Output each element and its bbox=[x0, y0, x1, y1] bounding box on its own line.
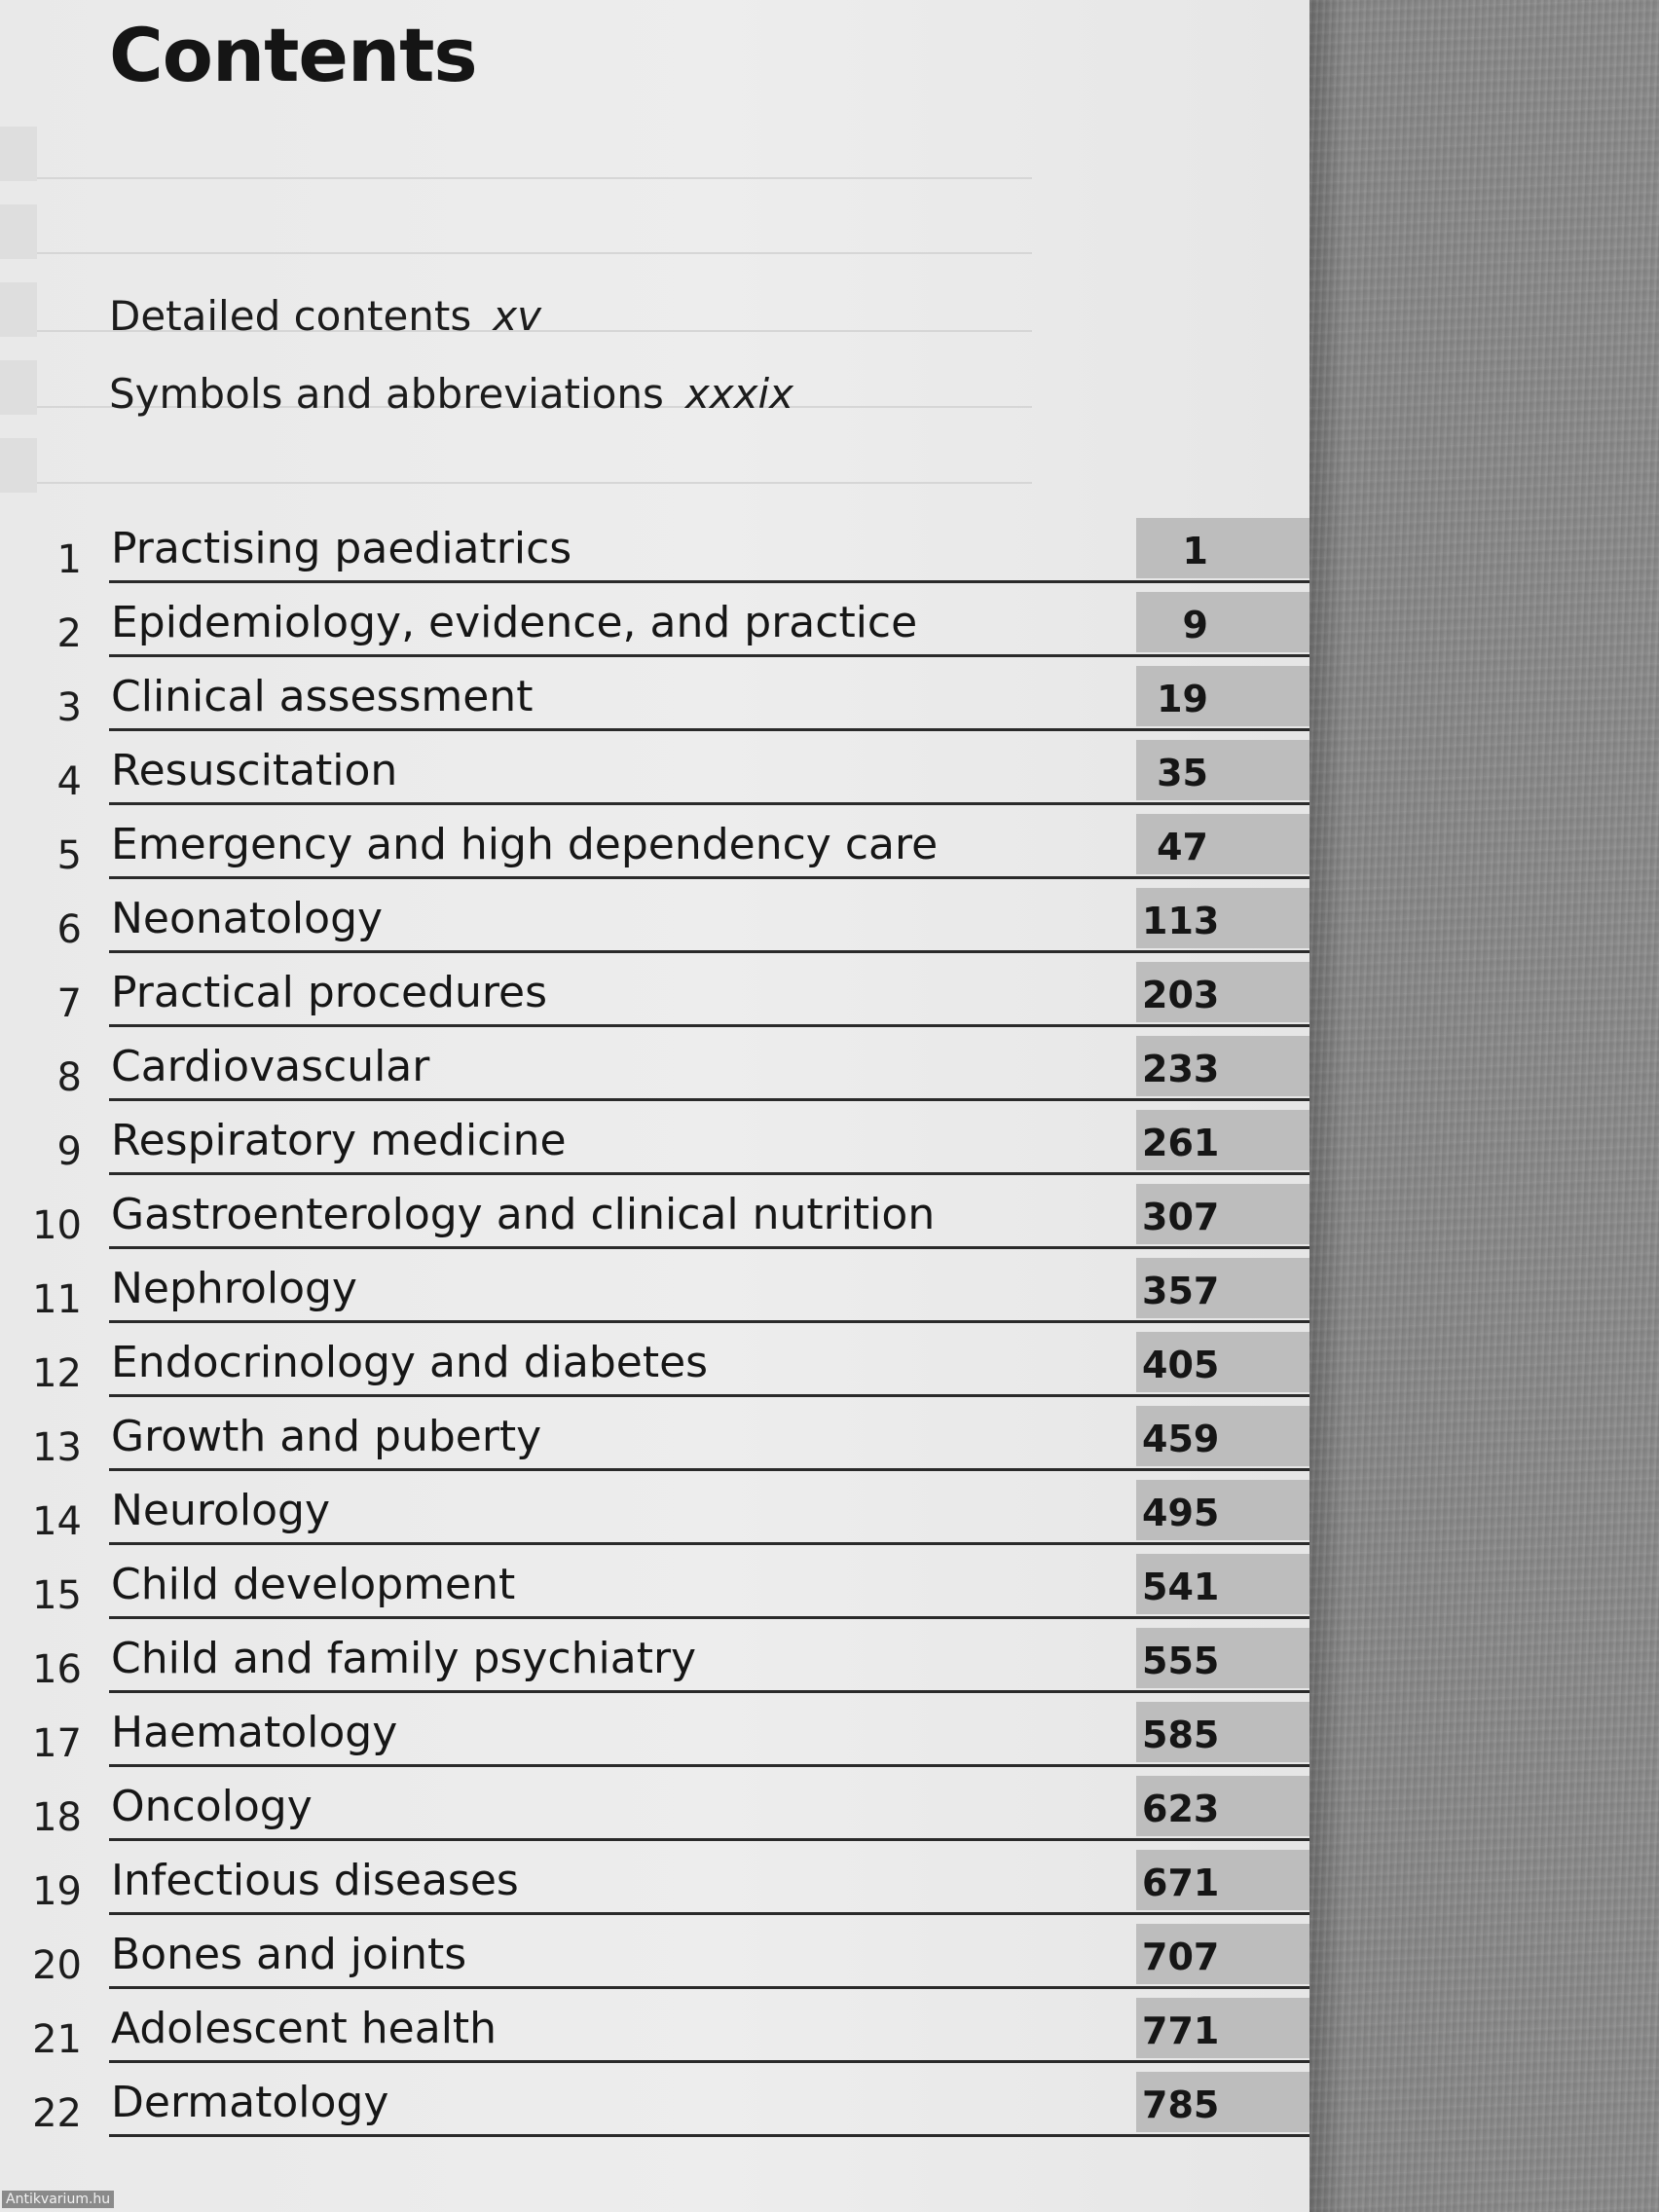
chapter-page: 19 bbox=[1157, 678, 1208, 720]
chapter-page: 357 bbox=[1142, 1270, 1220, 1312]
row-rule bbox=[109, 1616, 1309, 1619]
page-number-box bbox=[1136, 1332, 1309, 1392]
row-rule bbox=[109, 1764, 1309, 1767]
chapter-title: Child development bbox=[111, 1560, 516, 1609]
page-number-box bbox=[1136, 1998, 1309, 2058]
chapter-page: 35 bbox=[1157, 752, 1208, 794]
chapter-number: 19 bbox=[32, 1869, 82, 1914]
chapter-page: 495 bbox=[1142, 1492, 1220, 1534]
chapter-page: 113 bbox=[1142, 900, 1220, 942]
chapter-page: 1 bbox=[1182, 530, 1208, 572]
chapter-title: Practical procedures bbox=[111, 968, 548, 1017]
chapter-title: Respiratory medicine bbox=[111, 1116, 567, 1165]
chapter-page: 585 bbox=[1142, 1714, 1220, 1756]
chapter-page: 555 bbox=[1142, 1640, 1220, 1682]
chapter-row bbox=[0, 1472, 1309, 1546]
row-rule bbox=[109, 654, 1309, 657]
chapter-number: 5 bbox=[56, 833, 82, 878]
chapter-title: Resuscitation bbox=[111, 746, 398, 795]
row-rule bbox=[109, 1394, 1309, 1397]
chapter-title: Haematology bbox=[111, 1708, 398, 1757]
chapter-row bbox=[0, 1916, 1309, 1990]
chapter-number: 14 bbox=[32, 1499, 82, 1544]
row-rule bbox=[109, 1690, 1309, 1693]
row-rule bbox=[109, 728, 1309, 731]
page-number-box bbox=[1136, 888, 1309, 948]
chapter-title: Neonatology bbox=[111, 894, 384, 943]
chapter-number: 3 bbox=[56, 685, 82, 730]
chapter-title: Adolescent health bbox=[111, 2004, 498, 2053]
chapter-page: 707 bbox=[1142, 1936, 1220, 1978]
row-rule bbox=[109, 2060, 1309, 2063]
chapter-number: 1 bbox=[56, 537, 82, 582]
chapter-page: 203 bbox=[1142, 974, 1220, 1016]
page-number-box bbox=[1136, 1850, 1309, 1910]
chapter-title: Emergency and high dependency care bbox=[111, 820, 939, 869]
watermark: Antikvarium.hu bbox=[2, 2191, 114, 2208]
chapter-page: 9 bbox=[1182, 604, 1208, 646]
chapter-title: Dermatology bbox=[111, 2078, 389, 2127]
front-matter-item bbox=[109, 292, 541, 340]
page-number-box bbox=[1136, 1554, 1309, 1614]
chapter-row bbox=[0, 510, 1309, 584]
chapter-number: 10 bbox=[32, 1203, 82, 1248]
chapter-title: Oncology bbox=[111, 1782, 313, 1831]
chapter-list bbox=[0, 510, 1309, 2138]
row-rule bbox=[109, 1912, 1309, 1915]
front-matter-page: xxxix bbox=[684, 370, 793, 418]
chapter-title: Gastroenterology and clinical nutrition bbox=[111, 1190, 936, 1239]
chapter-row bbox=[0, 1546, 1309, 1620]
row-rule bbox=[109, 1542, 1309, 1545]
chapter-row bbox=[0, 1324, 1309, 1398]
chapter-title: Clinical assessment bbox=[111, 672, 534, 721]
chapter-number: 15 bbox=[32, 1573, 82, 1618]
chapter-row bbox=[0, 806, 1309, 880]
chapter-row bbox=[0, 954, 1309, 1028]
chapter-page: 47 bbox=[1157, 826, 1208, 868]
chapter-page: 785 bbox=[1142, 2083, 1220, 2126]
page-number-box bbox=[1136, 1258, 1309, 1318]
chapter-row bbox=[0, 1990, 1309, 2064]
chapter-row bbox=[0, 1028, 1309, 1102]
chapter-number: 8 bbox=[56, 1055, 82, 1100]
row-rule bbox=[109, 1320, 1309, 1323]
row-rule bbox=[109, 802, 1309, 805]
page-number-box bbox=[1136, 1480, 1309, 1540]
chapter-row bbox=[0, 1620, 1309, 1694]
page-number-box bbox=[1136, 1110, 1309, 1170]
chapter-title: Cardiovascular bbox=[111, 1042, 430, 1091]
page-number-box bbox=[1136, 962, 1309, 1022]
chapter-page: 623 bbox=[1142, 1788, 1220, 1830]
chapter-row bbox=[0, 1842, 1309, 1916]
chapter-number: 17 bbox=[32, 1721, 82, 1766]
chapter-row bbox=[0, 1102, 1309, 1176]
page-number-box bbox=[1136, 1702, 1309, 1762]
front-matter-page: xv bbox=[493, 292, 541, 340]
chapter-number: 7 bbox=[56, 981, 82, 1026]
front-matter-label: Detailed contents bbox=[109, 292, 472, 340]
chapter-number: 18 bbox=[32, 1795, 82, 1840]
page-number-box bbox=[1136, 518, 1309, 578]
row-rule bbox=[109, 1468, 1309, 1471]
page-number-box bbox=[1136, 592, 1309, 652]
row-rule bbox=[109, 2134, 1309, 2137]
chapter-number: 22 bbox=[32, 2091, 82, 2136]
page-number-box bbox=[1136, 1628, 1309, 1688]
chapter-number: 4 bbox=[56, 759, 82, 804]
row-rule bbox=[109, 1172, 1309, 1175]
chapter-title: Nephrology bbox=[111, 1264, 357, 1313]
chapter-row bbox=[0, 732, 1309, 806]
chapter-page: 541 bbox=[1142, 1566, 1220, 1608]
chapter-row bbox=[0, 2064, 1309, 2138]
chapter-page: 233 bbox=[1142, 1048, 1220, 1090]
chapter-row bbox=[0, 584, 1309, 658]
chapter-number: 13 bbox=[32, 1425, 82, 1470]
chapter-number: 9 bbox=[56, 1129, 82, 1174]
row-rule bbox=[109, 1024, 1309, 1027]
page-number-box bbox=[1136, 1036, 1309, 1096]
chapter-row bbox=[0, 1694, 1309, 1768]
chapter-row bbox=[0, 1250, 1309, 1324]
chapter-row bbox=[0, 1176, 1309, 1250]
page-number-box bbox=[1136, 740, 1309, 800]
page-number-box bbox=[1136, 814, 1309, 874]
chapter-number: 11 bbox=[32, 1277, 82, 1322]
chapter-row bbox=[0, 1398, 1309, 1472]
chapter-title: Infectious diseases bbox=[111, 1856, 519, 1905]
chapter-page: 671 bbox=[1142, 1862, 1220, 1904]
row-rule bbox=[109, 950, 1309, 953]
page-number-box bbox=[1136, 1924, 1309, 1984]
chapter-row bbox=[0, 658, 1309, 732]
chapter-title: Growth and puberty bbox=[111, 1412, 542, 1461]
chapter-page: 261 bbox=[1142, 1122, 1220, 1164]
row-rule bbox=[109, 876, 1309, 879]
chapter-number: 20 bbox=[32, 1943, 82, 1988]
row-rule bbox=[109, 1246, 1309, 1249]
background-surface bbox=[1309, 0, 1659, 2212]
chapter-number: 21 bbox=[32, 2017, 82, 2062]
chapter-number: 2 bbox=[56, 611, 82, 656]
chapter-row bbox=[0, 1768, 1309, 1842]
chapter-page: 405 bbox=[1142, 1344, 1220, 1386]
chapter-title: Child and family psychiatry bbox=[111, 1634, 697, 1683]
chapter-title: Epidemiology, evidence, and practice bbox=[111, 598, 918, 647]
page-number-box bbox=[1136, 1406, 1309, 1466]
page-number-box bbox=[1136, 1776, 1309, 1836]
chapter-title: Neurology bbox=[111, 1486, 331, 1535]
chapter-page: 771 bbox=[1142, 2009, 1220, 2052]
front-matter-item bbox=[109, 370, 793, 418]
row-rule bbox=[109, 1098, 1309, 1101]
row-rule bbox=[109, 1986, 1309, 1989]
chapter-title: Endocrinology and diabetes bbox=[111, 1338, 709, 1387]
chapter-page: 459 bbox=[1142, 1418, 1220, 1460]
chapter-number: 6 bbox=[56, 907, 82, 952]
front-matter-label: Symbols and abbreviations bbox=[109, 370, 664, 418]
page-title: Contents bbox=[109, 12, 477, 98]
row-rule bbox=[109, 1838, 1309, 1841]
row-rule bbox=[109, 580, 1309, 583]
chapter-number: 16 bbox=[32, 1647, 82, 1692]
page-number-box bbox=[1136, 666, 1309, 726]
chapter-number: 12 bbox=[32, 1351, 82, 1396]
chapter-title: Bones and joints bbox=[111, 1930, 467, 1979]
chapter-page: 307 bbox=[1142, 1196, 1220, 1238]
chapter-row bbox=[0, 880, 1309, 954]
chapter-title: Practising paediatrics bbox=[111, 524, 572, 573]
page-number-box bbox=[1136, 2072, 1309, 2132]
page-number-box bbox=[1136, 1184, 1309, 1244]
